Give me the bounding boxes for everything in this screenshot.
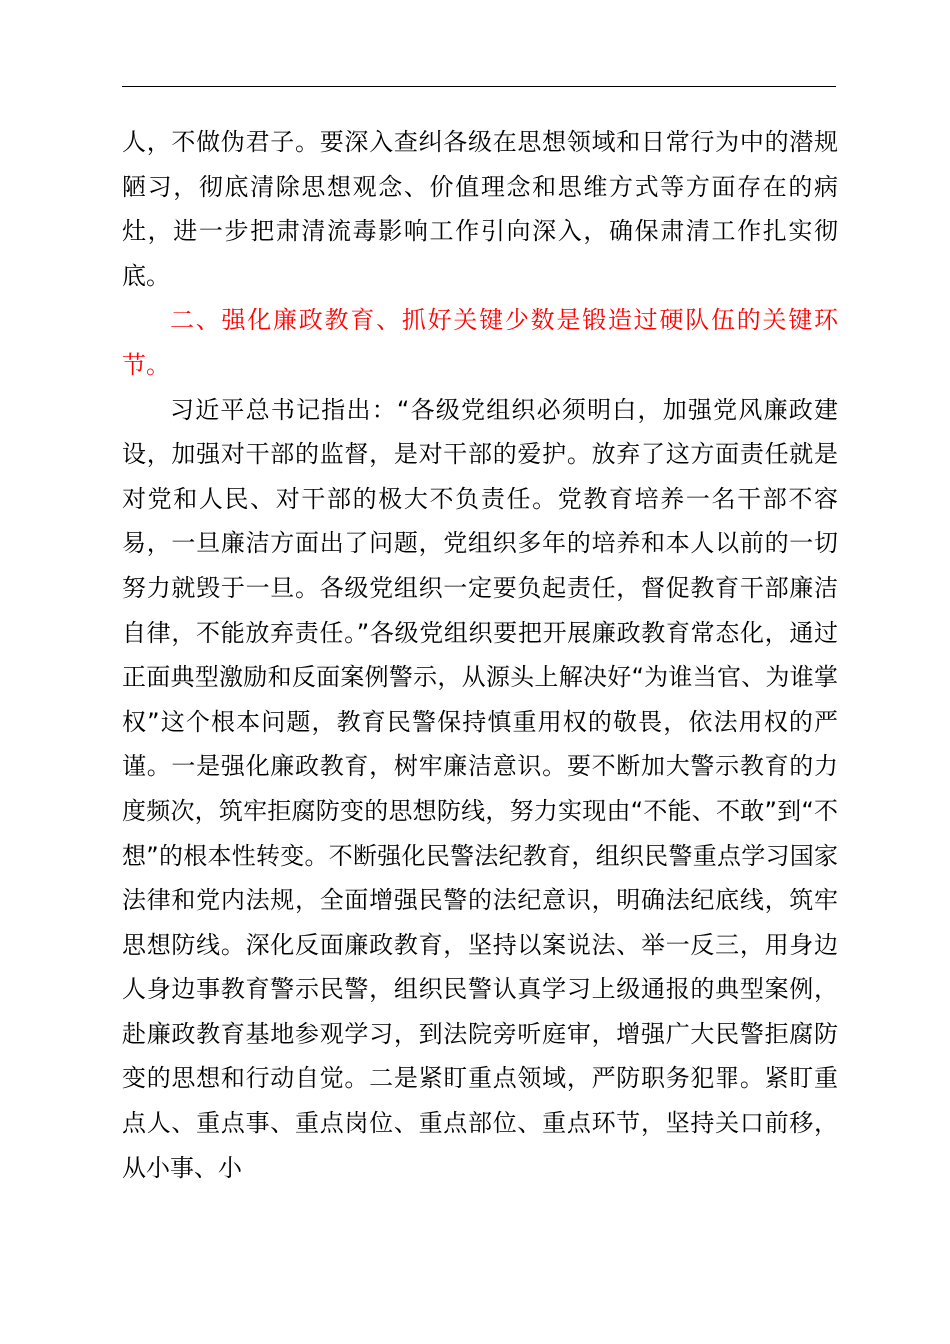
header-rule xyxy=(122,86,836,87)
section-heading: 二、强化廉政教育、抓好关键少数是锻造过硬队伍的关键环节。 xyxy=(122,306,838,379)
document-body xyxy=(122,120,838,1190)
paragraph-continued: 人，不做伪君子。要深入查纠各级在思想领域和日常行为中的潜规陋习，彻底清除思想观念、价值理念和思维方式等方面存在的病灶，进一步把肃清流毒影响工作引向深入，确保肃清工作扎实彻底。 xyxy=(122,128,838,290)
paragraph-main: 习近平总书记指出：“各级党组织必须明白，加强党风廉政建设，加强对干部的监督，是对干部的爱护。放弃了这方面责任就是对党和人民、对干部的极大不负责任。党教育培养一名干部不容易，一旦廉洁方面出了问题，党组织多年的培养和本人以前的一切努力就毁于一旦。各级党组织一定要负起责任，督促教育干部廉洁自律，不能放弃责任。”各级党组织要把开展廉政教育常态化，通过正面典型激励和反面案例警示，从源头上解决好“为谁当官、为谁掌权”这个根本问题，教育民警保持慎重用权的敬畏，依法用权的严谨。一是强化廉政教育，树牢廉洁意识。要不断加大警示教育的力度频次，筑牢拒腐防变的思想防线，努力实现由“不能、不敢”到“不想”的根本性转变。不断强化民警法纪教育，组织民警重点学习国家法律和党内法规，全面增强民警的法纪意识，明确法纪底线，筑牢思想防线。深化反面廉政教育，坚持以案说法、举一反三，用身边人身边事教育警示民警，组织民警认真学习上级通报的典型案例，赴廉政教育基地参观学习，到法院旁听庭审，增强广大民警拒腐防变的思想和行动自觉。二是紧盯重点领域，严防职务犯罪。紧盯重点人、重点事、重点岗位、重点部位、重点环节，坚持关口前移，从小事、小 xyxy=(122,395,838,1182)
